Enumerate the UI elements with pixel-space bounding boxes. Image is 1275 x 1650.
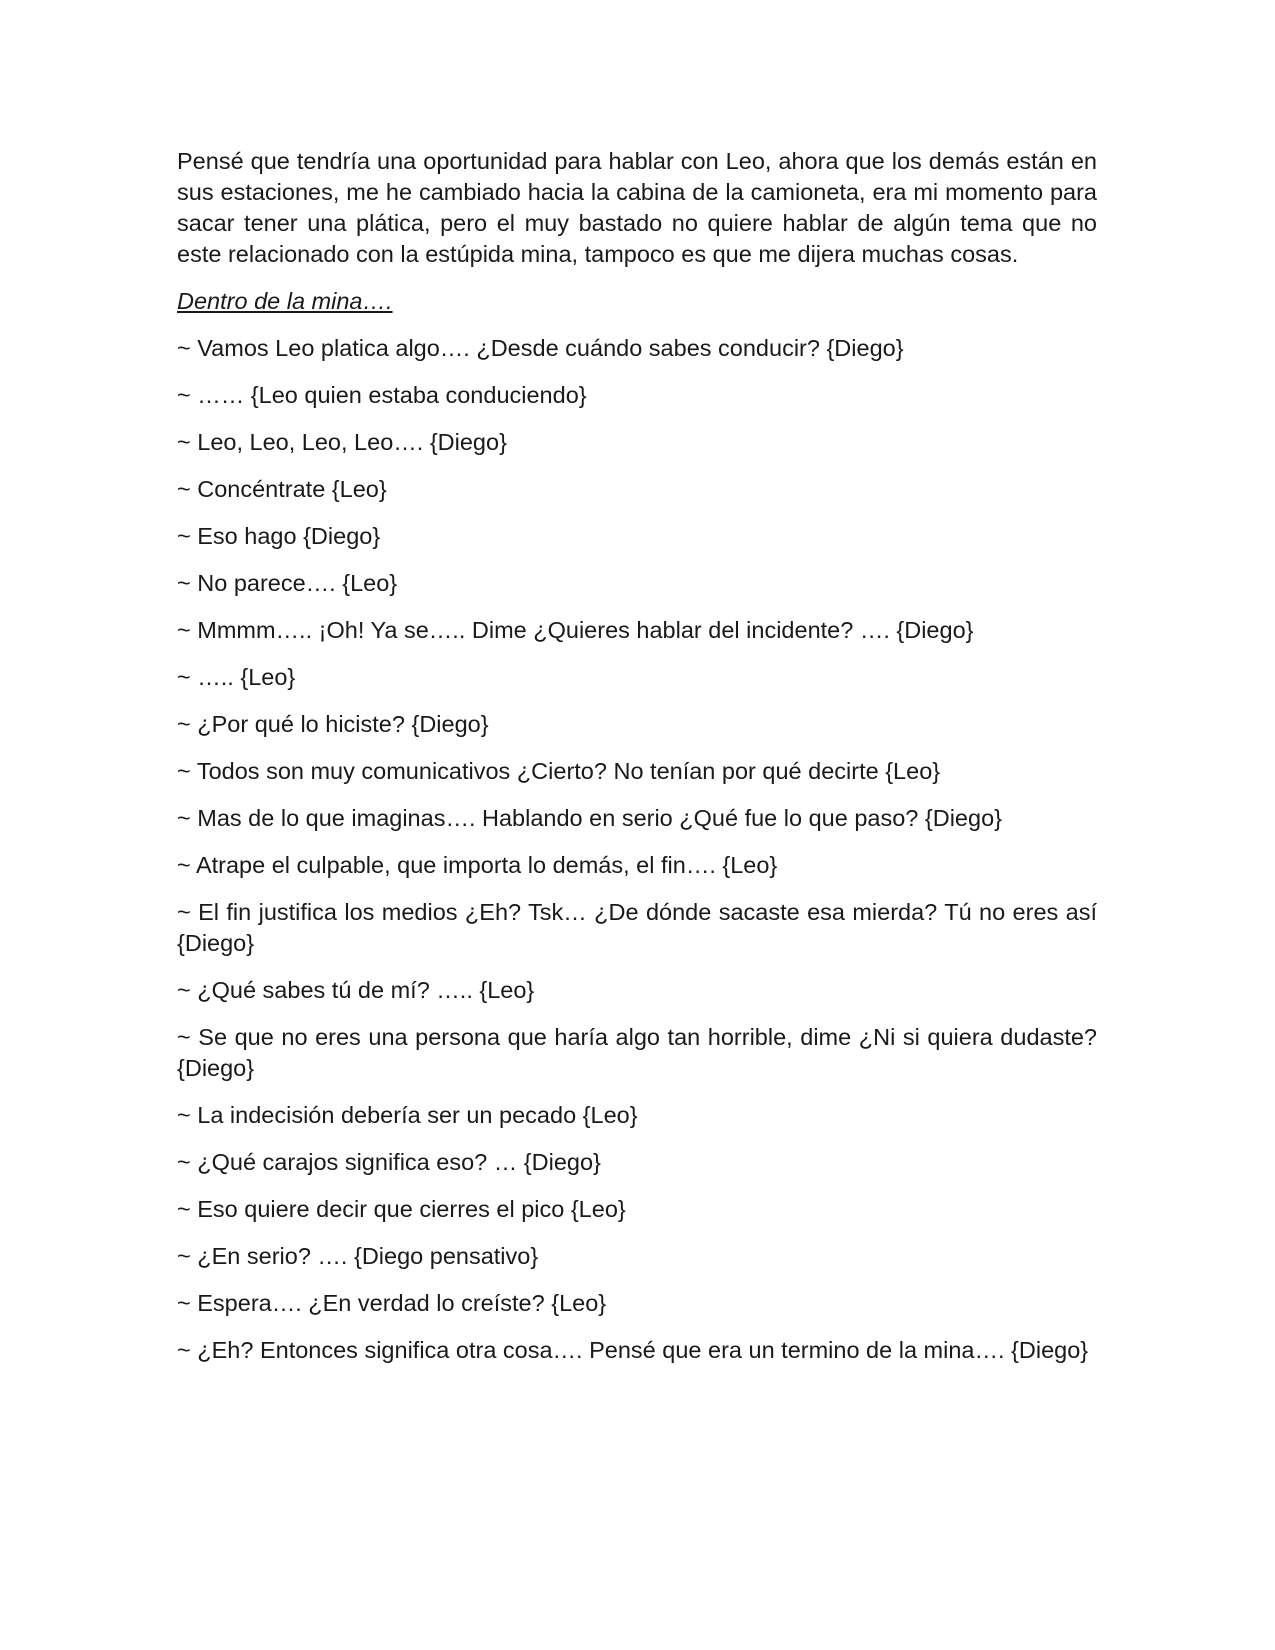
dialogue-line: ~ Vamos Leo platica algo…. ¿Desde cuándo sabes conducir? {Diego} xyxy=(177,335,904,361)
dialogue-list xyxy=(177,333,1097,1366)
dialogue-line: ~ Eso hago {Diego} xyxy=(177,523,381,549)
intro-paragraph: Pensé que tendría una oportunidad para hablar con Leo, ahora que los demás están en sus estaciones, me he cambiado hacia la cabina de la camioneta, era mi momento para sacar tener una plática, pero el muy bastado no quiere hablar de algún tema que no este relacionado con la estúpida mina, tampoco es que me dijera muchas cosas. xyxy=(177,148,1097,267)
dialogue-line: ~ ….. {Leo} xyxy=(177,664,296,690)
dialogue-line: ~ Eso quiere decir que cierres el pico {Leo} xyxy=(177,1196,626,1222)
dialogue-line: ~ Mmmm….. ¡Oh! Ya se….. Dime ¿Quieres hablar del incidente? …. {Diego} xyxy=(177,617,974,643)
section-heading: Dentro de la mina…. xyxy=(177,288,393,314)
dialogue-line: ~ Atrape el culpable, que importa lo demás, el fin…. {Leo} xyxy=(177,852,778,878)
document-page xyxy=(177,146,1097,1382)
dialogue-line: ~ ¿Qué carajos significa eso? … {Diego} xyxy=(177,1149,601,1175)
dialogue-line: ~ Todos son muy comunicativos ¿Cierto? No tenían por qué decirte {Leo} xyxy=(177,758,941,784)
dialogue-line: ~ El fin justifica los medios ¿Eh? Tsk… ¿De dónde sacaste esa mierda? Tú no eres así {Diego} xyxy=(177,899,1097,956)
dialogue-line: ~ Espera…. ¿En verdad lo creíste? {Leo} xyxy=(177,1290,607,1316)
dialogue-line: ~ Mas de lo que imaginas…. Hablando en serio ¿Qué fue lo que paso? {Diego} xyxy=(177,805,1002,831)
dialogue-line: ~ ¿En serio? …. {Diego pensativo} xyxy=(177,1243,539,1269)
dialogue-line: ~ ¿Por qué lo hiciste? {Diego} xyxy=(177,711,489,737)
dialogue-line: ~ ¿Eh? Entonces significa otra cosa…. Pensé que era un termino de la mina…. {Diego} xyxy=(177,1337,1089,1363)
dialogue-line: ~ ¿Qué sabes tú de mí? ….. {Leo} xyxy=(177,977,535,1003)
dialogue-line: ~ Leo, Leo, Leo, Leo…. {Diego} xyxy=(177,429,507,455)
dialogue-line: ~ Se que no eres una persona que haría algo tan horrible, dime ¿Ni si quiera dudaste? {Diego} xyxy=(177,1024,1097,1081)
dialogue-line: ~ La indecisión debería ser un pecado {Leo} xyxy=(177,1102,638,1128)
dialogue-line: ~ Concéntrate {Leo} xyxy=(177,476,387,502)
dialogue-line: ~ …… {Leo quien estaba conduciendo} xyxy=(177,382,587,408)
dialogue-line: ~ No parece…. {Leo} xyxy=(177,570,398,596)
